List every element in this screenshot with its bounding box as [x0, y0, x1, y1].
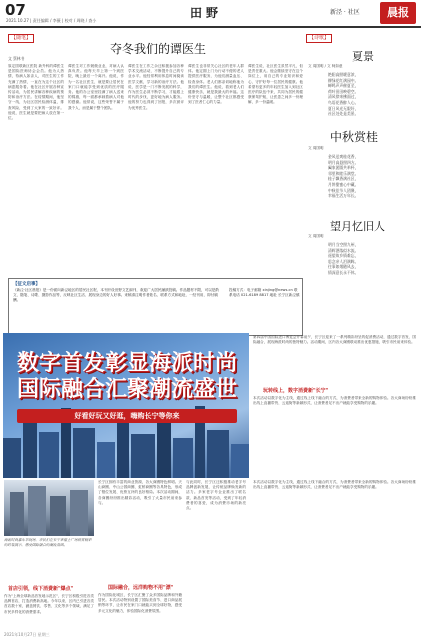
- poem-3-title: 望月忆旧人: [330, 220, 385, 233]
- page-footer: 2021年10月27日 星期三: [4, 632, 50, 637]
- poetry-column: [306, 40, 417, 308]
- main-article-col-4: 谭医生也非常关心社区的老年人群体。他定期上门为行动不便的老人提供医疗服务，为他们测量血压、检查身体。老人们都亲切地称他为我们的谭医生。他说，看到老人们健康快乐，就是我最大的幸福。这份坚守与温暖，让整个社区都感受到了医者仁心的力量。: [188, 64, 244, 105]
- main-article-col-2: 谭医生对工作兢兢业业，对病人认真负责。他每天早上第一个到医院，晚上最后一个离开。他说，作为一名社区医生，就是要让居民在家门口就能享受到优质的医疗服务。他的办公室里挂满了病人送来的锦旗，每一面都承载着病人对他的感谢。他常说，这些荣誉不属于我个人，而是属于整个团队。: [68, 64, 124, 110]
- section-tag: 新泾 · 社区: [330, 9, 360, 16]
- subheading-international: 国际融合，远洋购物不用"漂": [108, 585, 174, 591]
- banner-subline: 好看好玩又好逛，嗨购长宁等你来: [17, 409, 237, 423]
- poem-1-title: 夏景: [352, 50, 374, 63]
- bottom-text-3: 作为国际化城区，长宁区汇聚了众多国际品牌和外籍居民。本次活动特别设置了国际美食节、进口商品展销等环节，让市民在家门口就能买到全球好物，感受多元文化的魅力，体验国际化消费氛围。: [98, 593, 182, 613]
- banner-right-text-2: 本次活动以数字化为主线，通过线上线下融合的方式，为消费者带来全新的购物体验。各大商场纷纷推出线上直播带货、云逛街等新颖形式，让消费者足不出户就能享受购物的乐趣。: [253, 396, 416, 406]
- call-for-submissions-box: [8, 278, 303, 336]
- poetry-tag: 【诗歌】: [306, 34, 332, 43]
- page-number: 07: [5, 1, 26, 19]
- poem-2-body: 金风送爽桂花香， 明月高悬照四方。 阖家团圆共举杯， 邻里和睦乐满堂。 桂子飘香满社区， 月饼甜蜜心中藏。 中秋佳节人团聚， 幸福生活万年长。: [328, 154, 359, 199]
- photo-caption: 海派时尚嘉年华现场，市民们在长宁来福士广场欣赏精彩的时装展示，感受国际融合的潮流氛围。: [4, 538, 92, 547]
- page-meta: 2021.10.27 | 责任编辑 / 李薇 | 校对 / 周晓 / 查小: [6, 18, 97, 23]
- subheading-first-stores: 首店引领，线下消费新"爆点": [8, 586, 74, 592]
- bottom-text-2: 长宁区拥有丰富的商业资源，各大商圈特色鲜明。天山商圈、中山公园商圈、虹桥商圈等各具特色，形成了错位发展、优势互补的良好格局。本次活动期间，各商圈纷纷推出精彩活动，吸引了大量市民前来参与。: [98, 480, 182, 505]
- poem-1-body: 艳阳高照暖意浓， 柳绿花红满园中。 蝉鸣声声催夏至， 荷叶田田映碧空。 清风徐来拂面过， 鸟语花香醉人心。 夏日风光无限好， 社区处处是美景。: [328, 72, 359, 117]
- main-article-col-5: 谭医生说，社区医生虽然平凡，但是责任重大。他会继续坚守在这个岗位上，用自己的专业知识和爱心，守护好每一位居民的健康。他希望有更多的年轻医生加入到社区医疗的队伍中来，共同为居民的健康保驾护航，让医患之间多一份理解，多一份温暖。: [248, 64, 303, 105]
- bottom-text-4: 与此同时，长宁区还积极推动老字号品牌创新发展，让传统品牌焕发新的活力。多家老字号企业推出了联名款、新品首发等活动，受到了年轻消费者的喜爱，成为消费市场的新亮点。: [186, 480, 246, 511]
- essay-tag: 【随笔】: [8, 34, 34, 43]
- main-article-author: 文 蔡林书: [8, 56, 25, 61]
- event-photo-graphic: [4, 480, 94, 536]
- banner-right-text: 第四届中国国际进口博览会开幕前夕，长宁区迎来了一系列精彩纷呈的促消费活动，通过数字首发、国际融合，展现海派时尚的独特魅力。活动期间，区内各大商圈联动推出优惠措施，吸引市民前来体验。: [253, 335, 416, 345]
- notice-heading: 【征文启事】: [13, 282, 40, 287]
- notice-contact: 投稿方式：电子邮箱 xinjing@news.cn 联系电话 021-6189 8817 地址 长宁区新泾镇: [229, 288, 300, 297]
- banner-image: [3, 333, 249, 478]
- newspaper-logo: 晨报: [380, 2, 416, 24]
- poem-1-author: 文 周国明 / 文 柯如意: [308, 64, 343, 68]
- main-article-col-1: 原定国联新区医院 新外科的谭医生是国际医师协会会员。他为人热情，待病人如亲人，对医生的工作充满了热情，一直在为这个社区的病患服务着。他在社区开展各种宣传活动，为居民讲解各种疾病的预防和治疗方法。在疫情期间，他坚守一线，为社区居民检测体温，排查风险，受到了大家的一致好评。他说，医生就是要把病人放在第一位。: [8, 64, 64, 121]
- poem-3-body: 明月当空照九州， 清辉洒落似水流。 遥望故乡情难忘， 思念亲人泪满眸。 往事如烟随风去， 情深意长永不休。: [328, 242, 359, 275]
- poem-2-title: 中秋赏桂: [330, 130, 379, 144]
- main-article-col-3: 谭医生在工作之余还积极参加各种学术交流活动，不断提升自己的专业水平。他经常利用休息时间阅读医学文献，学习新的治疗方法。他说，医学是一门不断发展的科学，作为医生必须不断学习，才能跟上时代的步伐，更好地为病人服务。他的努力也得到了回报，多次被评为优秀医生。: [128, 64, 184, 110]
- page-header: [0, 0, 421, 28]
- notice-body: 《新泾·社区晨报》是一份面向新泾地区的居民社区报，本刊开设田野文艺副刊，欢迎广大居民踊跃投稿。作品题材不限，可以是散文、随笔、诗歌、摄影作品等，反映社区生活、展现身边的好人好事。来稿请注明作者姓名、联系方式和地址，一经刊用，即付稿酬。: [13, 288, 219, 302]
- bottom-text-1: 作为"上海全球新品首发地示范区"，长宁区积极引进各类品牌首店，打造消费新高地。今年以来，区内已引进各类首店数十家，涵盖餐饮、零售、文化等多个领域，满足了市民多样化的消费需求。: [4, 594, 94, 614]
- poem-2-author: 文 周国明: [308, 146, 324, 150]
- section-title: 田野: [190, 6, 223, 20]
- banner-right-subheading: 玩转线上，数字消费新"长宁": [263, 388, 329, 394]
- banner-headline: 数字首发彰显海派时尚 国际融合汇聚潮流盛世: [16, 351, 237, 402]
- bottom-right-text: 本次活动以数字化为主线，通过线上线下融合的方式，为消费者带来全新的购物体验。各大商场纷纷推出线上直播带货、云逛街等新颖形式，让消费者足不出户就能享受购物的乐趣。: [253, 480, 416, 490]
- main-article-title: 夺冬我们的谭医生: [110, 42, 207, 56]
- event-photo: [4, 480, 94, 536]
- poem-3-author: 文 周国明: [308, 234, 324, 238]
- feature-banner: [3, 333, 416, 478]
